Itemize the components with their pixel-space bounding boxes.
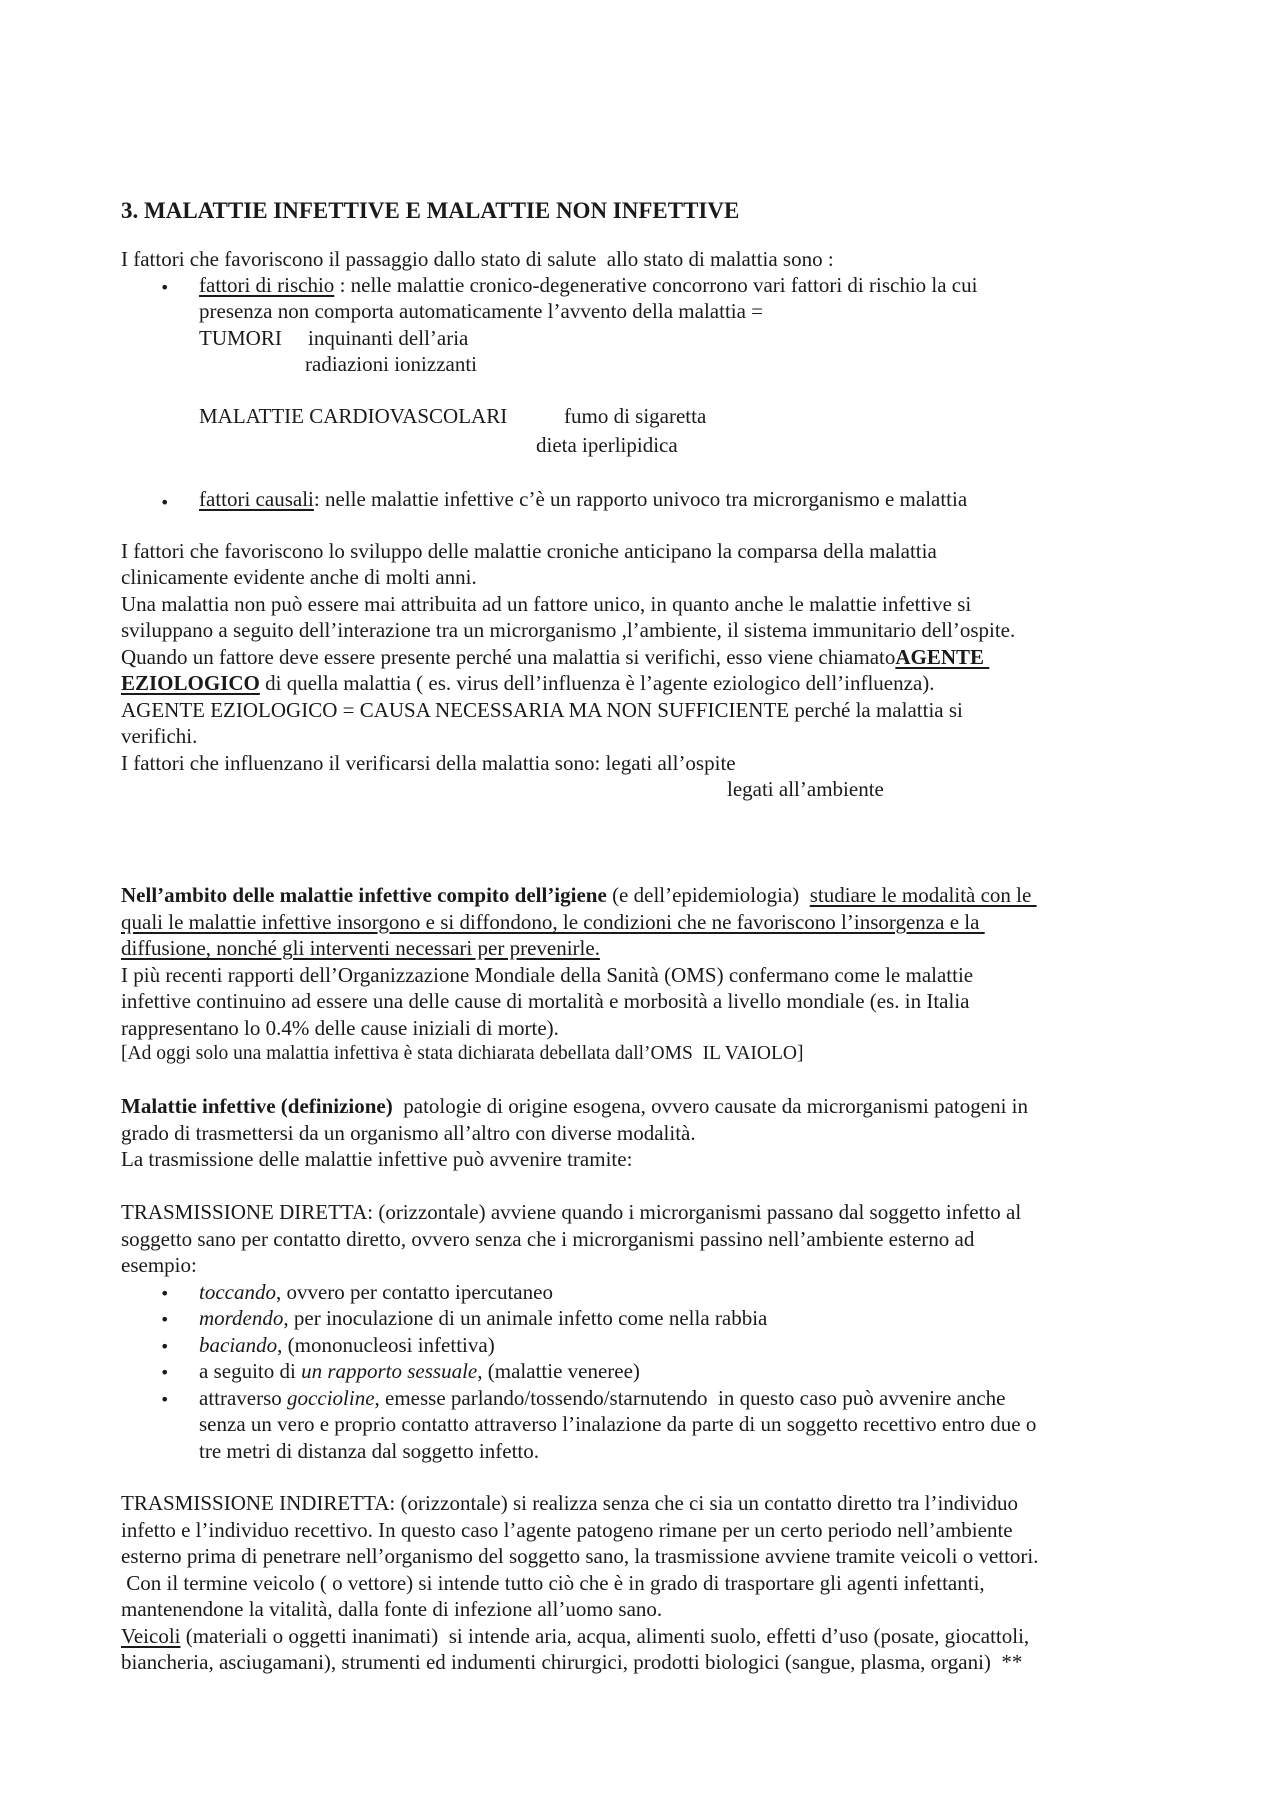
agente-text: Quando un fattore deve essere presente perché una malattia si verifichi, esso viene chiamato bbox=[121, 645, 896, 669]
indiretta-line-5: mantenendone la vitalità, dalla fonte di infezione all’uomo sano. bbox=[121, 1597, 663, 1621]
intro-line: I fattori che favoriscono il passaggio dallo stato di salute allo stato di malattia sono : bbox=[121, 247, 834, 271]
igiene-line-2: quali le malattie infettive insorgono e si diffondono, le condizioni che ne favoriscono l’insorgenza e la bbox=[121, 910, 985, 934]
item-italic: un rapporto sessuale bbox=[301, 1359, 478, 1383]
bullet-marker: • bbox=[160, 493, 170, 512]
indiretta-line-4: Con il termine veicolo ( o vettore) si intende tutto ciò che è in grado di trasportare gli agenti infettanti, bbox=[121, 1571, 985, 1595]
igiene-line-5: infettive continuino ad essere una delle cause di mortalità e morbosità a livello mondiale (es. in Italia bbox=[121, 989, 970, 1013]
item-post: , emesse parlando/tossendo/starnutendo in questo caso può avvenire anche bbox=[374, 1386, 1006, 1410]
item-post: , per inoculazione di un animale infetto come nella rabbia bbox=[283, 1306, 768, 1330]
bullet-marker: • bbox=[160, 1337, 170, 1356]
diretta-item bbox=[199, 1305, 767, 1332]
diretta-item bbox=[199, 1279, 553, 1306]
bullet-marker: • bbox=[160, 278, 170, 297]
bullet-marker: • bbox=[160, 1310, 170, 1329]
indiretta-line-3: esterno prima di penetrare nell’organismo del soggetto sano, la trasmissione avviene tramite veicoli o vettori. bbox=[121, 1544, 1039, 1568]
definizione-line-1 bbox=[121, 1093, 1028, 1120]
item-italic: toccando bbox=[199, 1280, 276, 1304]
cardio-factor-2: dieta iperlipidica bbox=[536, 433, 678, 457]
veicoli-term: Veicoli bbox=[121, 1624, 181, 1648]
para1-line-3: Una malattia non può essere mai attribuita ad un fattore unico, in quanto anche le malattie infettive si bbox=[121, 592, 972, 616]
diretta-line-1: TRASMISSIONE DIRETTA: (orizzontale) avviene quando i microrganismi passano dal soggetto infetto al bbox=[121, 1200, 1022, 1224]
rischio-line bbox=[199, 272, 977, 299]
agente-line-2 bbox=[121, 670, 935, 697]
item-post: , (malattie veneree) bbox=[477, 1359, 640, 1383]
item-post: , (mononucleosi infettiva) bbox=[277, 1333, 495, 1357]
agente-line-1 bbox=[121, 644, 989, 671]
tumori-factor-2: radiazioni ionizzanti bbox=[305, 352, 478, 376]
diretta-item bbox=[199, 1332, 495, 1359]
igiene-line-6: rappresentano lo 0.4% delle cause iniziali di morte). bbox=[121, 1016, 559, 1040]
indiretta-line-2: infetto e l’individuo recettivo. In questo caso l’agente patogeno rimane per un certo periodo nell’ambiente bbox=[121, 1518, 1013, 1542]
indiretta-line-1: TRASMISSIONE INDIRETTA: (orizzontale) si realizza senza che ci sia un contatto diretto tra l’individuo bbox=[121, 1491, 1018, 1515]
item-italic: mordendo bbox=[199, 1306, 284, 1330]
agente-term-2: EZIOLOGICO bbox=[121, 671, 260, 695]
item-italic: baciando bbox=[199, 1333, 278, 1357]
igiene-text: (e dell’epidemiologia) bbox=[606, 883, 810, 907]
igiene-line-3: diffusione, nonché gli interventi necessari per prevenirle. bbox=[121, 936, 600, 960]
diretta-line-3: esempio: bbox=[121, 1253, 197, 1277]
definizione-text: patologie di origine esogena, ovvero causate da microrganismi patogeni in bbox=[392, 1094, 1029, 1118]
item-italic: goccioline bbox=[287, 1386, 375, 1410]
diretta-cont-2: tre metri di distanza dal soggetto infetto. bbox=[199, 1439, 539, 1463]
indiretta-line-7: biancheria, asciugamani), strumenti ed indumenti chirurgici, prodotti biologici (sangue, plasma, organi) ** bbox=[121, 1650, 1023, 1674]
cardio-factor-1: fumo di sigaretta bbox=[564, 404, 707, 428]
definizione-bold: Malattie infettive (definizione) bbox=[121, 1094, 393, 1118]
igiene-note: [Ad oggi solo una malattia infettiva è stata dichiarata debellata dall’OMS IL VAIOLO] bbox=[121, 1043, 804, 1064]
rischio-text: : nelle malattie cronico-degenerative concorrono vari fattori di rischio la cui bbox=[334, 273, 978, 297]
para1-line-2: clinicamente evidente anche di molti anni. bbox=[121, 565, 477, 589]
rischio-term: fattori di rischio bbox=[199, 273, 335, 297]
bullet-marker: • bbox=[160, 1390, 170, 1409]
rischio-line-2: presenza non comporta automaticamente l’avvento della malattia = bbox=[199, 299, 764, 323]
tumori-label: TUMORI bbox=[199, 326, 282, 350]
bullet-marker: • bbox=[160, 1363, 170, 1382]
agente-text-2: di quella malattia ( es. virus dell’influenza è l’agente eziologico dell’influenza). bbox=[259, 671, 935, 695]
igiene-bold: Nell’ambito delle malattie infettive compito dell’igiene bbox=[121, 883, 607, 907]
igiene-underline-1: studiare le modalità con le bbox=[809, 883, 1037, 907]
section-heading: 3. MALATTIE INFETTIVE E MALATTIE NON INFETTIVE bbox=[121, 198, 740, 223]
definizione-line-3: La trasmissione delle malattie infettive può avvenire tramite: bbox=[121, 1147, 633, 1171]
item-pre: a seguito di bbox=[199, 1359, 302, 1383]
diretta-line-2: soggetto sano per contatto diretto, ovvero senza che i microrganismi passino nell’ambiente esterno ad bbox=[121, 1227, 975, 1251]
causali-line bbox=[199, 486, 967, 513]
cardio-label: MALATTIE CARDIOVASCOLARI bbox=[199, 404, 508, 428]
agente-line-3: AGENTE EZIOLOGICO = CAUSA NECESSARIA MA NON SUFFICIENTE perché la malattia si bbox=[121, 698, 963, 722]
igiene-line-1 bbox=[121, 882, 1037, 909]
causali-term: fattori causali bbox=[199, 487, 314, 511]
causali-text: : nelle malattie infettive c’è un rapporto univoco tra microrganismo e malattia bbox=[313, 487, 968, 511]
agente-line-5: I fattori che influenzano il verificarsi della malattia sono: legati all’ospite bbox=[121, 751, 736, 775]
agente-term-1: AGENTE bbox=[895, 645, 990, 669]
item-post: , ovvero per contatto ipercutaneo bbox=[275, 1280, 553, 1304]
agente-line-4: verifichi. bbox=[121, 724, 198, 748]
tumori-factor-1: inquinanti dell’aria bbox=[308, 326, 469, 350]
definizione-line-2: grado di trasmettersi da un organismo all’altro con diverse modalità. bbox=[121, 1121, 696, 1145]
diretta-cont-1: senza un vero e proprio contatto attraverso l’inalazione da parte di un soggetto recettivo entro due o bbox=[199, 1412, 1037, 1436]
igiene-line-4: I più recenti rapporti dell’Organizzazione Mondiale della Sanità (OMS) confermano come le malattie bbox=[121, 963, 974, 987]
diretta-item bbox=[199, 1385, 1006, 1412]
item-pre: attraverso bbox=[199, 1386, 288, 1410]
veicoli-text: (materiali o oggetti inanimati) si intende aria, acqua, alimenti suolo, effetti d’uso (posate, giocattoli, bbox=[180, 1624, 1030, 1648]
para1-line-1: I fattori che favoriscono lo sviluppo delle malattie croniche anticipano la comparsa della malattia bbox=[121, 539, 937, 563]
bullet-marker: • bbox=[160, 1284, 170, 1303]
diretta-item bbox=[199, 1358, 640, 1385]
indiretta-line-6 bbox=[121, 1623, 1029, 1650]
agente-line-6: legati all’ambiente bbox=[727, 777, 884, 801]
para1-line-4: sviluppano a seguito dell’interazione tra un microrganismo ,l’ambiente, il sistema immunitario dell’ospite. bbox=[121, 618, 1016, 642]
